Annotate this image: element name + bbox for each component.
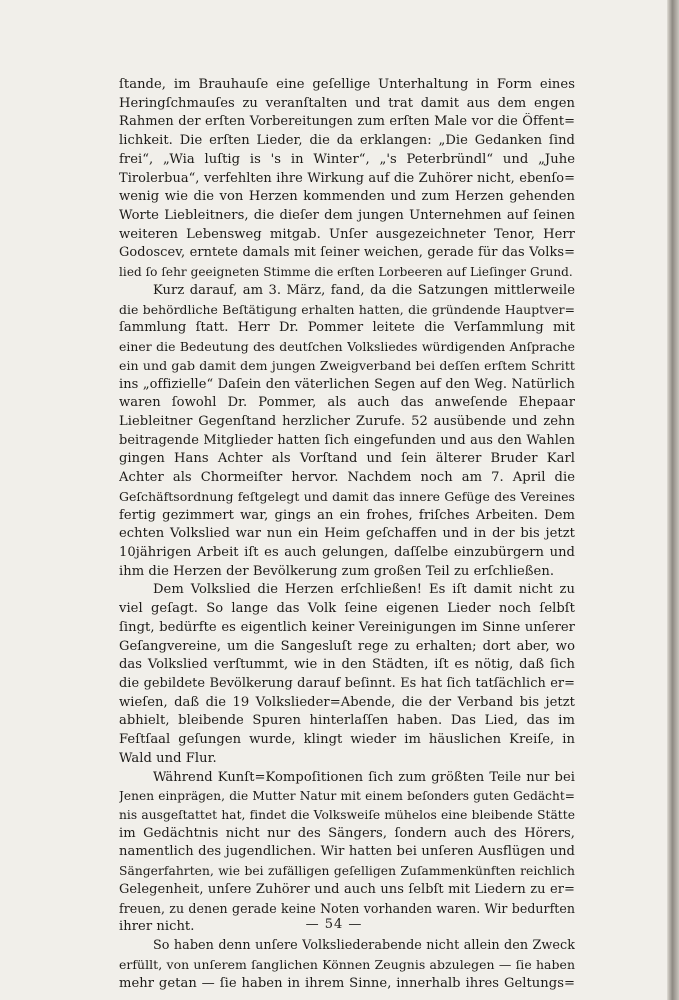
text-line: Feſtſaal geſungen wurde, klingt wieder im häuslichen Kreiſe, in xyxy=(119,732,575,748)
text-line: So haben denn unſere Volksliederabende nicht allein den Zweck xyxy=(153,938,575,954)
text-line: echten Volkslied war nun ein Heim geſchaffen und in der bis jetzt xyxy=(119,526,575,542)
text-line: ſammlung ſtatt. Herr Dr. Pommer leitete die Verſammlung mit xyxy=(119,320,575,336)
text-line: namentlich des jugendlichen. Wir hatten bei unſeren Ausflügen und xyxy=(119,844,575,860)
page-edge xyxy=(668,0,679,1000)
paragraph xyxy=(119,769,575,937)
text-line: frei“, „Wia luſtig is 's in Winter“, „'s Peterbründl“ und „Juhe xyxy=(119,151,575,167)
text-line: Godoscev, erntete damals mit ſeiner weichen, gerade für das Volks= xyxy=(119,245,575,261)
text-line: Liebleitner Gegenſtand herzlicher Zurufe. 52 ausübende und zehn xyxy=(119,413,575,429)
text-line: ihrer nicht. xyxy=(119,919,195,935)
text-line: nis ausgeſtattet hat, findet die Volksweiſe mühelos eine bleibende Stätte xyxy=(119,808,575,823)
text-line: ſtande, im Brauhauſe eine geſellige Unterhaltung in Form eines xyxy=(119,77,575,92)
text-line: Geſchäftsordnung feſtgelegt und damit das innere Gefüge des Vereines xyxy=(119,488,575,504)
paragraph xyxy=(119,76,575,282)
text-line: Kurz darauf, am 3. März, fand, da die Satzungen mittlerweile xyxy=(153,282,575,298)
text-line: 10jährigen Arbeit iſt es auch gelungen, daſſelbe einzubürgern und xyxy=(119,544,575,560)
text-line: ſingt, bedürfte es eigentlich keiner Vereinigungen im Sinne unſerer xyxy=(119,619,575,635)
text-line: das Volkslied verſtummt, wie in den Städten, iſt es nötig, daß ſich xyxy=(119,657,575,673)
text-line: Gelegenheit, unſere Zuhörer und auch uns ſelbſt mit Liedern zu er= xyxy=(119,881,575,897)
text-line: erfüllt, von unſerem ſanglichen Können Zeugnis abzulegen — ſie haben xyxy=(119,956,575,972)
text-line: Wald und Flur. xyxy=(119,750,217,766)
paragraph xyxy=(119,282,575,582)
text-line: freuen, zu denen gerade keine Noten vorhanden waren. Wir bedurften xyxy=(119,900,575,916)
text-line: Jenen einprägen, die Mutter Natur mit einem beſonders guten Gedächt= xyxy=(119,789,575,804)
text-line: Tirolerbua“, verfehlten ihre Wirkung auf die Zuhörer nicht, ebenſo= xyxy=(119,170,575,186)
text-line: lied ſo ſehr geeigneten Stimme die erſten Lorbeeren auf Lieſinger Grund. xyxy=(119,265,573,280)
text-line: ein und gab damit dem jungen Zweigverband bei deſſen erſtem Schritt xyxy=(119,357,575,373)
text-line: Während Kunſt=Kompoſitionen ſich zum größten Teile nur bei xyxy=(153,769,575,785)
text-line: die behördliche Beſtätigung erhalten hatten, die gründende Hauptver= xyxy=(119,301,575,317)
text-line: lichkeit. Die erſten Lieder, die da erklangen: „Die Gedanken ſind xyxy=(119,133,575,149)
text-line: ihm die Herzen der Bevölkerung zum großen Teil zu erſchließen. xyxy=(119,563,555,579)
paragraph xyxy=(119,581,575,768)
text-line: mehr getan — ſie haben in ihrem Sinne, innerhalb ihres Geltungs= xyxy=(119,975,575,991)
text-line: Dem Volkslied die Herzen erſchließen! Es iſt damit nicht zu xyxy=(153,582,575,598)
page-number: — 54 — xyxy=(305,917,363,932)
text-line: die gebildete Bevölkerung darauf beſinnt. Es hat ſich tatſächlich er= xyxy=(119,676,575,691)
text-line: wieſen, daß die 19 Volkslieder=Abende, die der Verband bis jetzt xyxy=(119,694,575,710)
text-line: gingen Hans Achter als Vorſtand und ſein älterer Bruder Karl xyxy=(119,451,575,467)
paragraph xyxy=(119,937,575,993)
text-line: fertig gezimmert war, gings an ein frohes, friſches Arbeiten. Dem xyxy=(119,507,575,523)
text-line: Heringſchmauſes zu veranſtalten und trat damit aus dem engen xyxy=(119,95,575,111)
text-line: viel geſagt. So lange das Volk ſeine eigenen Lieder noch ſelbſt xyxy=(119,601,575,617)
text-line: abhielt, bleibende Spuren hinterlaſſen haben. Das Lied, das im xyxy=(119,713,575,729)
text-line: ins „offizielle“ Daſein den väterlichen Segen auf den Weg. Natürlich xyxy=(119,376,575,392)
text-line: Worte Liebleitners, die dieſer dem jungen Unternehmen auf ſeinen xyxy=(119,208,575,224)
text-line: Geſangvereine, um die Sangesluſt rege zu erhalten; dort aber, wo xyxy=(119,638,575,654)
text-line: Sängerfahrten, wie bei zufälligen geſelligen Zuſammenkünften reichlich xyxy=(119,864,575,879)
text-line: Rahmen der erſten Vorbereitungen zum erſten Male vor die Öffent= xyxy=(119,114,575,130)
text-line: weiteren Lebensweg mitgab. Unſer ausgezeichneter Tenor, Herr xyxy=(119,226,575,242)
text-line: waren ſowohl Dr. Pommer, als auch das anweſende Ehepaar xyxy=(119,395,575,411)
text-line: einer die Bedeutung des deutſchen Volksliedes würdigenden Anſprache xyxy=(119,339,575,355)
text-line: im Gedächtnis nicht nur des Sängers, ſondern auch des Hörers, xyxy=(119,825,575,841)
text-line: wenig wie die von Herzen kommenden und zum Herzen gehenden xyxy=(119,189,575,205)
body-text xyxy=(119,76,575,993)
text-line: Achter als Chormeiſter hervor. Nachdem noch am 7. April die xyxy=(119,470,575,486)
text-line: beitragende Mitglieder hatten ſich eingefunden und aus den Wahlen xyxy=(119,432,575,448)
